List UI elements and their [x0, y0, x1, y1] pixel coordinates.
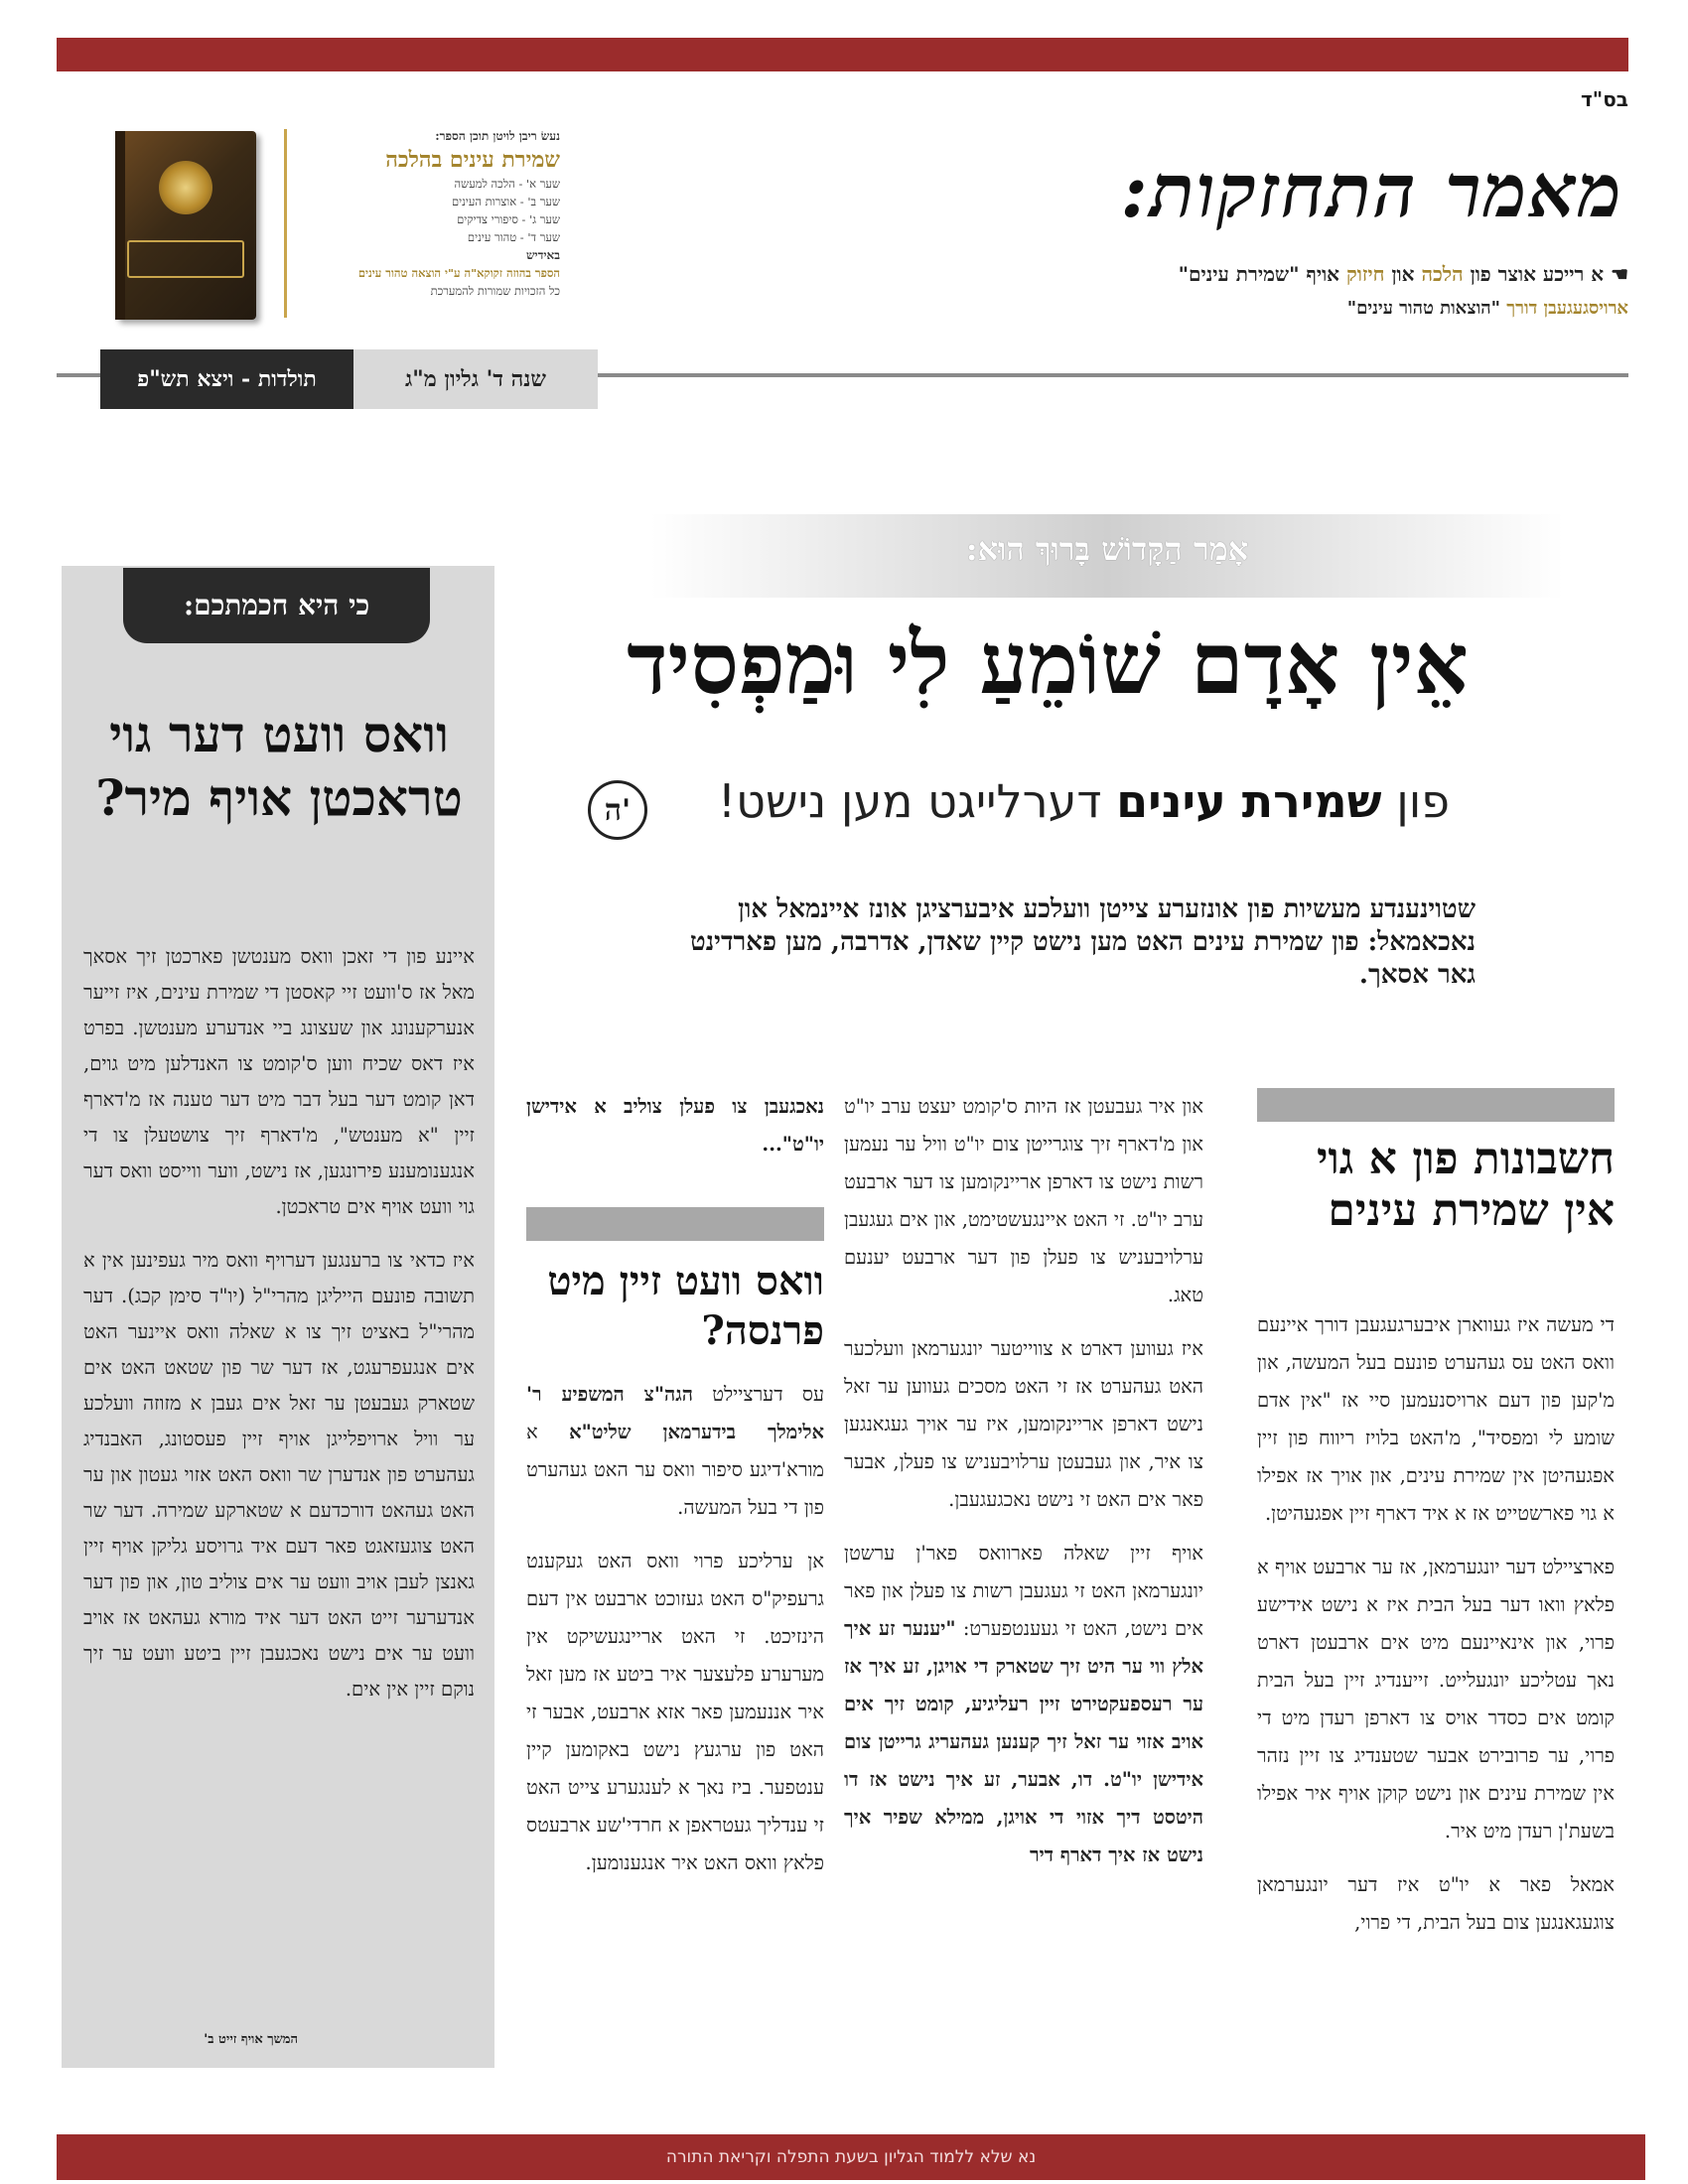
sidebar-paragraph: איינע פון די זאכן וואס מענטשן פארכטן זיך אסאך מאל אז ס'וועט זיי קאסטן די שמירת עינים, איז זייער אנערקענונג און שעצונג ביי אנדערע מענטשן. בפרט איז דאס שכיח ווען ס'קומט צו האנדלען מיט גוים, דאן קומט דער בעל דבר מיט דער טענה אז מ'דארף זיין "א מענטש", מ'דארף זיך צושטעלן צו די אנגענומענע פירונגען, אז נישט, ווער ווייסט וואס דער גוי וועט אויף אים טראכטן. — [83, 945, 475, 1218]
book-ad-text — [292, 127, 560, 300]
tagline-gold-1: הלכה — [1421, 262, 1464, 286]
book-ad-item: שער ב' - אוצרות העינים — [451, 195, 560, 208]
book-ad-item: שער א' - הלכה למעשה — [454, 177, 560, 191]
quote-continuation: נאכגעבן צו פעלן צוליב א אידישן יו"ט"... — [526, 1095, 824, 1156]
article-intro: שטוינענדע מעשיות פון אונזערע צייטן וועלכע איבערציגן אונז איינמאל און נאכאמאל: פון שמירת עינים האט מען נישט קיין שאדן, אדרבה, מען פארדינט גאר אסאך. — [689, 894, 1476, 990]
tagline-post: אויף "שמירת עינים" — [1178, 262, 1340, 286]
section-rule — [1257, 1088, 1615, 1122]
subline-bold: שמירת עינים — [1116, 774, 1382, 828]
article-paragraph: פארציילט דער יונגערמאן, אז ער ארבעט אויף א פלאץ וואו דער בעל הבית איז א נישט אידישע פרוי, און אינאיינעם מיט אים ארבעטן דארט נאך עטליכע יונגעלייט. זייענדיג זיין בעל הבית קומט אים כסדר אויס צו דארפן רעדן מיט די פרוי, ער פרובירט אבער שטענדיג צו זיין נזהר אין שמירת עינים און נישט קוקן אויף איר אפילו בשעת'ן רעדן מיט איר. — [1257, 1556, 1615, 1843]
article-paragraph — [844, 1535, 1203, 1874]
masthead-tagline — [834, 262, 1628, 287]
rabbi-name: הגה"צ המשפיע ר' אלימלך בידערמאן שליט"א — [526, 1383, 824, 1443]
sidebar-title: וואס וועט דער גוי טראכטן אויף מיר? — [95, 705, 463, 827]
top-banner-bar — [57, 38, 1628, 71]
footer-note: נא שלא ללמוד הגליון בשעת התפלה וקריאת התורה — [665, 2147, 1037, 2167]
book-ad-publisher: הספר בהוזה זקוקא"ה ע"י הוצאה טהור עינים — [357, 266, 560, 280]
sidebar-paragraph: איז כדאי צו ברענגען דערויף וואס מיר געפינען אין א תשובה פונעם הייליגן מהרי"ל (יו"ד סימן קכג). דער מהרי"ל באציט זיך צו א שאלה וואס איינער האט אים אנגעפרעגט, אז דער שר פון שטאט האט אים שטארק געבעטן ער זאל אים געבן א מזוזה וועלכע ער וויל ארויפלייגן אויף זיין פעסטונג, האבנדיג געהערט פון אנדערן שר וואס האט אזוי געטון און ער האט געהאט דורכדעם א שטארקע שמירה. דער שר האט צוגעזאגט פאר דעם איד גרויסע גליקן אויף זיין גאנצן לעבן אויב וועט ער אים צוליב טון, און פון דער אנדערער זייט האט דער איד מורא געהאט אז אויב וועט ער אים נישט נאכגעבן זיין ביטע וועט ער זיך נוקם זיין אין אים. — [83, 1249, 475, 1701]
article-paragraph — [526, 1376, 824, 1527]
paragraph-rest: א מורא'דיגע סיפור וואס ער האט געהערט פון די בעל המעשה. — [526, 1421, 824, 1519]
book-ad-divider — [284, 129, 287, 318]
masthead-publisher-line — [834, 298, 1628, 319]
book-spine — [115, 131, 125, 320]
subline-pre: פון — [1396, 774, 1450, 828]
book-emblem-icon — [159, 161, 212, 214]
section-title: וואס וועט זיין מיט פרנסה? — [547, 1258, 824, 1354]
parsha-label: תולדות - ויצא תש"פ — [100, 349, 353, 409]
sidebar-tab: כי היא חכמתכם: — [123, 568, 430, 643]
tagline2-pre: ארויסגעגעבן דורך — [1506, 298, 1628, 319]
book-ad-intro: נעשׂ ריבן לויטן תוכן הספר: — [435, 129, 560, 143]
book-ad-language: באידיש — [525, 248, 560, 262]
book-ad-item: שער ג' - סיפורי צדיקים — [457, 212, 560, 226]
book-cover-image — [115, 131, 256, 320]
book-ad-note: כל הזכויות שמורות להמערכת — [430, 284, 560, 298]
article-paragraph: די מעשה איז געווארן איבערגעגעבן דורך איינעם וואס האט עס געהערט פונעם בעל המעשה, און מ'קען פון דעם ארויסנעמען סיי אז "אין אדם שומע לי ומפסיד", מ'האט בלויז ריווח פון זיין אפגעהיטן אין שמירת עינים, און אויך אז אפילו א גוי פארשטייט אז א איד דארף זיין אפגעהיטן. — [1257, 1313, 1615, 1525]
tagline-mid: און — [1391, 262, 1415, 286]
article-paragraph: איז געווען דארט א צווייטער יונגערמאן וועלכער האט געהערט אז זי האט מסכים געווען ער זאל נישט דארפן אריינקומען, איז ער אויך געגאנגען צו איר, און געבעטן ערלויבעניש צו פעלן, אבער פאר אים האט זי נישט נאכגעגעבן. — [844, 1337, 1203, 1511]
bsd-mark: בס"ד — [1581, 87, 1628, 111]
section-title: חשבונות פון א גוי אין שמירת עינים — [1317, 1134, 1615, 1236]
masthead-title: מאמר התחזקות: — [1120, 149, 1623, 234]
tagline2-dark: "הוצאות טהור עינים" — [1346, 298, 1501, 319]
book-title-band — [127, 240, 244, 278]
article-paragraph: אן ערליכע פרוי וואס האט געקענט גרעפיק"ס האט געזוכט ארבעט אין דעם הינזיכט. זי האט אריינגעשיקט אין מערערע פלעצער איר ביטע אז מען זאל איר אננעמען פאר אזא ארבעט, אבער זי האט פון ערגעץ נישט באקומען קיין ענטפער. ביז נאך א לענגערע צייט האט זי ענדליך געטראפן א חרדי'שע ארבעטס פלאץ וואס האט איר אנגענומען. — [526, 1550, 824, 1874]
book-ad-title: שמירת עינים בהלכה — [385, 147, 560, 173]
part-number-badge: ה' — [588, 780, 647, 840]
article-paragraph: אמאל פאר א יו"ט איז דער יונגערמאן צוגעגאנגען צום בעל הבית, די פרוי, — [1257, 1873, 1615, 1934]
article-paragraph: און איר געבעטן אז היות ס'קומט יעצט ערב יו"ט און מ'דארף זיך צוגרייטן צום יו"ט וויל ער נעמען רשות נישט צו דארפן אריינקומען צו דער ארבעט ערב יו"ט. זי האט איינגעשטימט, און אים געגעבן ערלויבעניש צו פעלן פון דער ארבעט יענעם טאג. — [844, 1095, 1203, 1306]
quote-text: "יענער זע איך אלץ ווי ער היט זיך שטארק די אויגן, זע איך אז ער רעספעקטירט זיין רעליגיע, קומט זיך אים אויב אזוי ער זאל זיך קענען געהעריג גרייטן צום אידישן יו"ט. דו, אבער, זע איך נישט אז דו היטסט דיך אזוי די אויגן, ממילא שפיר איך נישט אז איך דארף דיר — [844, 1617, 1203, 1866]
tagline-gold-2: חיזוק — [1346, 262, 1385, 286]
tagline-pre: א רייכע אוצר פון — [1470, 262, 1605, 286]
quote-lead: אויף זיין שאלה פארוואס פאר'ן ערשטן יונגערמאן האט זי געגעבן רשות צו פעלן און פאר אים נישט, האט זי געענטפערט: — [844, 1542, 1204, 1640]
sidebar-continued-note: המשך אויף זייט ב' — [204, 2032, 298, 2047]
pointing-hand-icon: ☚ — [1611, 262, 1628, 286]
main-headline: אֵין אָדָם שׁוֹמֵעַ לִי וּמַפְסִיד — [627, 614, 1469, 714]
footer-bar — [57, 2134, 1645, 2180]
book-ad-item: שער ד' - טהור עינים — [467, 230, 560, 244]
headline-kicker: אָמַר הַקָּדוֹשׁ בָּרוּךְ הוּא: — [965, 530, 1249, 568]
article-column-middle — [844, 1088, 1203, 1890]
sidebar-body — [83, 939, 475, 1725]
section-rule — [526, 1207, 824, 1241]
paragraph-lead: עס דערציילט — [712, 1383, 824, 1406]
issue-number-label: שנה ד' גליון מ"ג — [353, 349, 598, 409]
subline-post: דערלייגט מען נישט! — [717, 774, 1102, 828]
article-column-left — [526, 1376, 824, 1898]
headline-subline — [576, 774, 1450, 828]
article-column-right — [1257, 1306, 1615, 1958]
